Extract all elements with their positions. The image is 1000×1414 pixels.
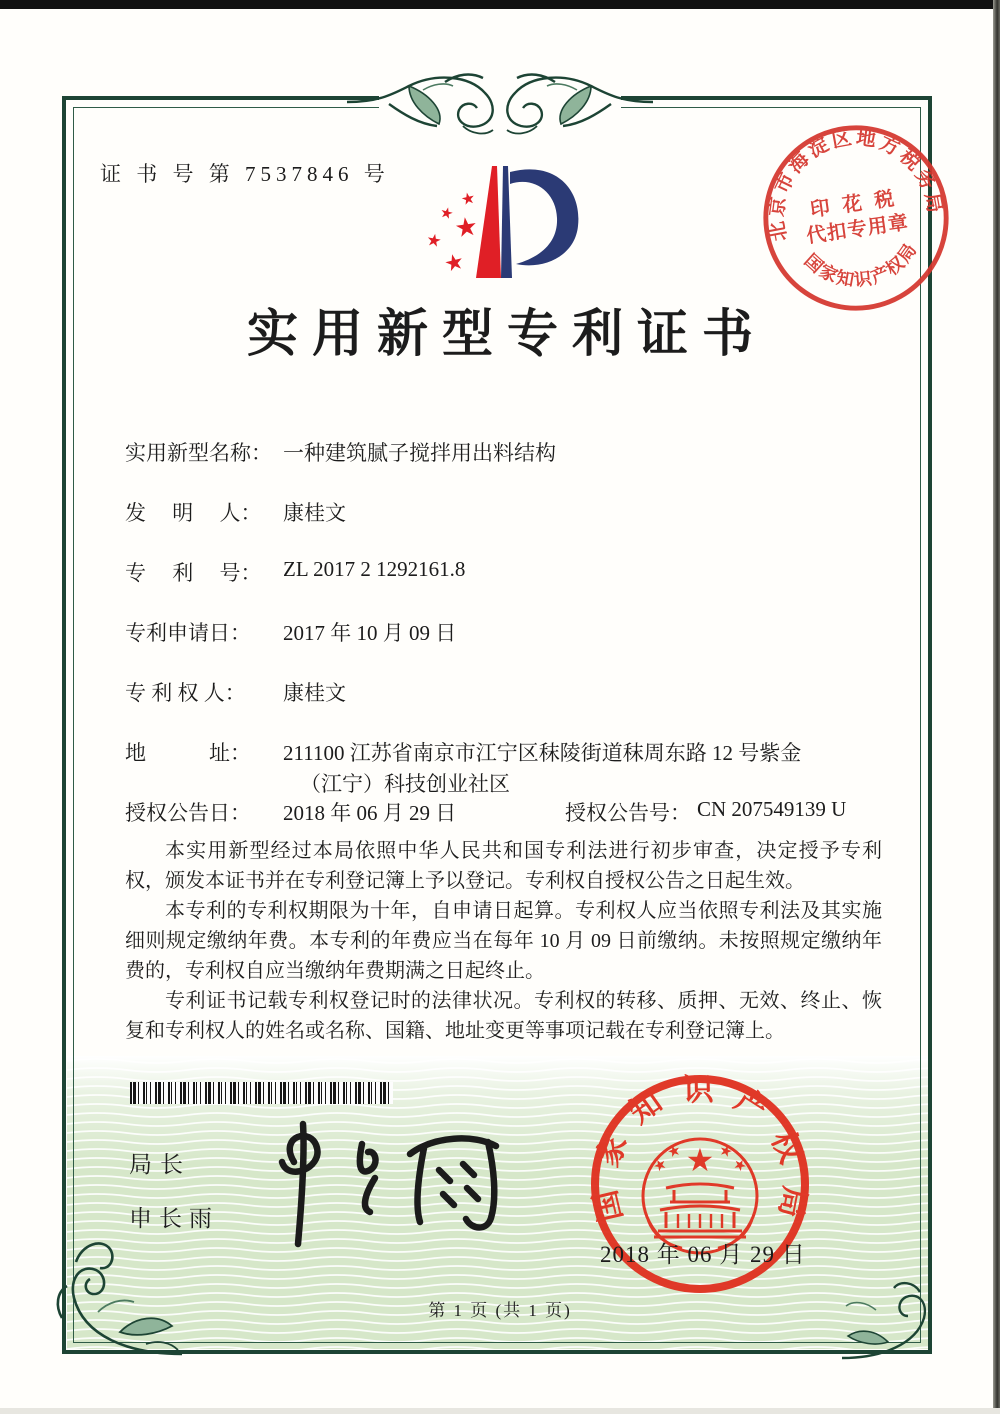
field-row-name <box>0 437 1000 469</box>
field-label: 专 利 号： <box>125 561 262 585</box>
legal-text-block <box>125 836 882 1046</box>
svg-text:★: ★ <box>716 1140 736 1162</box>
logo-p-bowl <box>510 169 578 265</box>
field-value: 康桂文 <box>283 681 346 705</box>
corner-flourish-bottom-right <box>836 1280 940 1364</box>
tax-stamp-center-line2: 代扣专用章 <box>805 212 911 248</box>
logo-stars <box>425 188 480 278</box>
field-value: 一种建筑腻子搅拌用出料结构 <box>283 441 556 465</box>
signature-handwriting <box>258 1118 520 1254</box>
field-label-grant-date: 授权公告日： <box>125 801 251 825</box>
field-row-inventor <box>0 497 1000 529</box>
svg-text:★: ★ <box>664 1140 684 1162</box>
cnipa-logo <box>406 146 611 298</box>
field-value-grant-date: 2018 年 06 月 29 日 <box>283 801 457 825</box>
field-value-line1: 211100 江苏省南京市江宁区秣陵街道秣周东路 12 号紫金 <box>283 741 802 765</box>
tax-stamp-center-line1: 印 花 税 <box>809 188 900 222</box>
field-value: 康桂文 <box>283 501 346 525</box>
svg-text:★: ★ <box>438 202 456 224</box>
legal-paragraph-1: 本实用新型经过本局依照中华人民共和国专利法进行初步审查，决定授予专利权，颁发本证书并在专利登记簿上予以登记。专利权自授权公告之日起生效。 <box>125 840 882 892</box>
field-label: 专利申请日： <box>125 621 251 645</box>
svg-text:★: ★ <box>649 1153 671 1177</box>
svg-text:★: ★ <box>424 229 444 253</box>
field-label-grant-number: 授权公告号： <box>565 801 691 825</box>
field-label: 地 址： <box>125 741 251 765</box>
field-value-grant-number: CN 207549139 U <box>697 797 847 821</box>
border-ornament-top <box>345 64 655 146</box>
field-row-patentee <box>0 677 1000 709</box>
barcode <box>130 1082 393 1104</box>
field-label: 实用新型名称： <box>125 441 272 465</box>
page-number: 第 1 页 (共 1 页) <box>428 1301 572 1320</box>
scan-edge-bottom <box>0 1408 1000 1414</box>
field-value: ZL 2017 2 1292161.8 <box>283 557 466 581</box>
svg-text:★: ★ <box>441 248 467 278</box>
field-value-line2: （江宁）科技创业社区 <box>300 772 510 796</box>
seal-date: 2018 年 06 月 29 日 <box>600 1242 806 1267</box>
tax-stamp-arc-top: 北京市海淀区地方税务局 <box>766 127 945 243</box>
legal-paragraph-3: 专利证书记载专利权登记时的法律状况。专利权的转移、质押、无效、终止、恢复和专利权人的姓名或名称、国籍、地址变更等事项记载在专利登记簿上。 <box>125 990 882 1042</box>
svg-text:★: ★ <box>459 187 478 210</box>
svg-text:★: ★ <box>685 1141 715 1179</box>
scan-edge-top <box>0 0 1000 9</box>
certificate-number: 证 书 号 第 7537846 号 <box>100 162 390 186</box>
tax-stamp-arc-bottom: 国家知识产权局 <box>800 240 921 291</box>
tax-stamp <box>758 120 954 316</box>
field-row-address <box>0 737 1000 801</box>
signer-title: 局长 <box>129 1152 191 1177</box>
seal-arc-text: 国家知识产权局 <box>587 1071 813 1226</box>
field-row-patent-number <box>0 557 1000 589</box>
field-label: 专 利 权 人： <box>125 681 246 705</box>
legal-paragraph-2: 本专利的专利权期限为十年，自申请日起算。专利权人应当依照专利法及其实施细则规定缴纳年费。本专利的年费应当在每年 10 月 09 日前缴纳。未按照规定缴纳年费的，专利权自应当缴纳年费期满之日起终止。 <box>125 900 882 982</box>
svg-text:★: ★ <box>729 1153 751 1177</box>
field-row-grant <box>0 797 1000 829</box>
field-row-filing-date <box>0 617 1000 649</box>
field-value: 2017 年 10 月 09 日 <box>283 621 457 645</box>
certificate-title: 实用新型专利证书 <box>246 307 767 363</box>
svg-text:★: ★ <box>452 211 480 245</box>
signer-name: 申长雨 <box>129 1206 219 1231</box>
field-label: 发 明 人： <box>125 501 262 525</box>
logo-red-wedge <box>476 166 501 278</box>
